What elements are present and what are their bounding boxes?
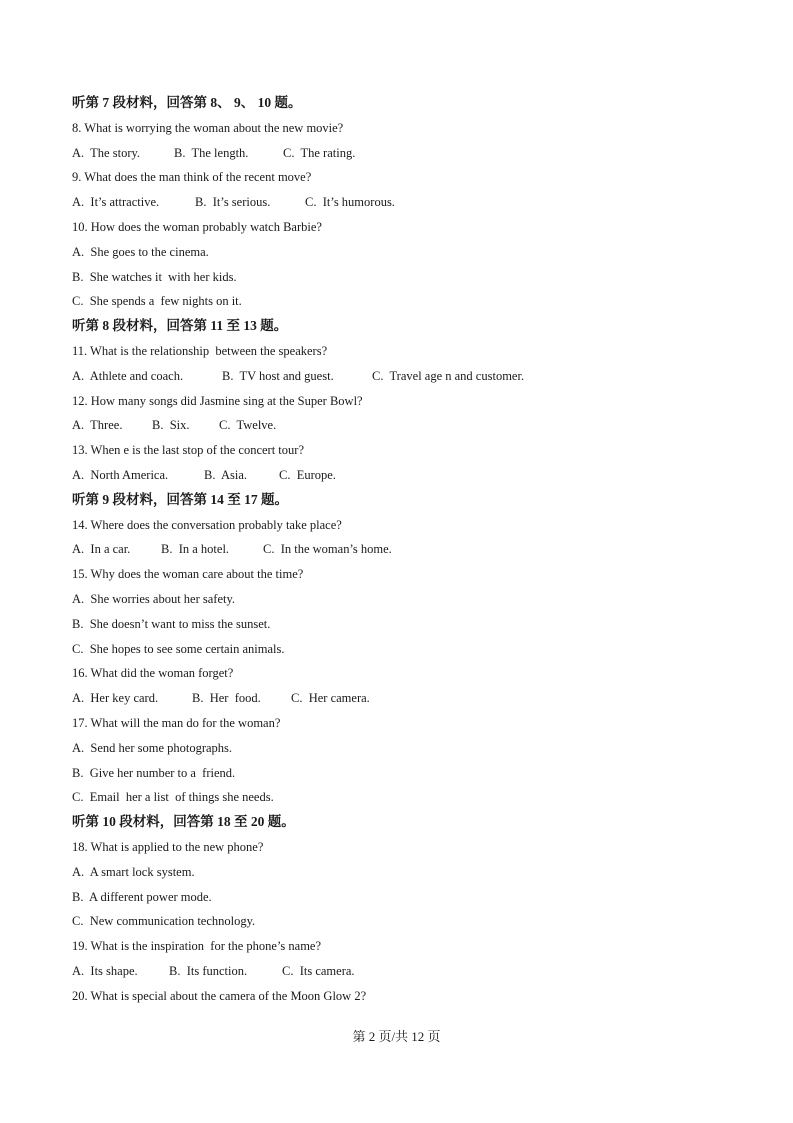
option-b[interactable]: B. Her food.	[192, 691, 261, 706]
option-b[interactable]: B. TV host and guest.	[222, 368, 334, 383]
question-text: 20. What is special about the camera of the Moon Glow 2?	[72, 988, 367, 1003]
option-c[interactable]: C. Travel age n and customer.	[372, 368, 525, 383]
question-text: 16. What did the woman forget?	[72, 666, 234, 681]
option-c[interactable]: C. New communication technology.	[72, 914, 256, 929]
question-text: 18. What is applied to the new phone?	[72, 839, 264, 854]
section-heading: 听第 8 段材料，回答第 11 至 13 题。	[72, 318, 288, 334]
option-b[interactable]: B. Asia.	[204, 467, 248, 482]
option-b[interactable]: B. It’s serious.	[195, 195, 271, 210]
option-a[interactable]: A. She worries about her safety.	[72, 591, 236, 606]
option-a[interactable]: A. In a car.	[72, 542, 131, 557]
option-c[interactable]: C. She hopes to see some certain animals.	[72, 641, 285, 656]
option-a[interactable]: A. North America.	[72, 467, 169, 482]
question-text: 11. What is the relationship between the speakers?	[72, 343, 328, 358]
option-a[interactable]: A. The story.	[72, 145, 141, 160]
option-b[interactable]: B. She doesn’t want to miss the sunset.	[72, 616, 271, 631]
option-a[interactable]: A. Its shape.	[72, 963, 138, 978]
option-c[interactable]: C. Email her a list of things she needs.	[72, 790, 274, 805]
option-a[interactable]: A. A smart lock system.	[72, 864, 195, 879]
option-a[interactable]: A. Three.	[72, 418, 123, 433]
question-text: 9. What does the man think of the recent move?	[72, 170, 312, 185]
option-b[interactable]: B. Its function.	[169, 963, 248, 978]
question-text: 15. Why does the woman care about the time?	[72, 567, 304, 582]
question-text: 10. How does the woman probably watch Barbie?	[72, 219, 322, 234]
option-c[interactable]: C. Twelve.	[219, 418, 277, 433]
option-c[interactable]: C. Europe.	[279, 467, 336, 482]
option-c[interactable]: C. It’s humorous.	[305, 195, 395, 210]
options-row	[72, 959, 752, 984]
question-text: 13. When e is the last stop of the concert tour?	[72, 443, 304, 458]
option-b[interactable]: B. Give her number to a friend.	[72, 765, 236, 780]
option-b[interactable]: B. A different power mode.	[72, 889, 212, 904]
section-heading: 听第 7 段材料，回答第 8、 9、 10 题。	[72, 95, 302, 110]
section-heading: 听第 9 段材料，回答第 14 至 17 题。	[72, 491, 288, 507]
option-c[interactable]: C. She spends a few nights on it.	[72, 294, 242, 309]
option-a[interactable]: A. She goes to the cinema.	[72, 244, 209, 259]
option-b[interactable]: B. Six.	[152, 418, 190, 433]
options-row	[72, 463, 752, 488]
options-row	[72, 686, 752, 711]
option-c[interactable]: C. The rating.	[283, 145, 356, 160]
question-text: 17. What will the man do for the woman?	[72, 715, 281, 730]
option-b[interactable]: B. In a hotel.	[161, 542, 230, 557]
question-text: 8. What is worrying the woman about the new movie?	[72, 120, 344, 135]
option-c[interactable]: C. Its camera.	[282, 963, 355, 978]
option-a[interactable]: A. Athlete and coach.	[72, 368, 184, 383]
options-row	[72, 364, 752, 389]
option-b[interactable]: B. She watches it with her kids.	[72, 269, 237, 284]
option-c[interactable]: C. In the woman’s home.	[263, 542, 392, 557]
exam-page	[72, 91, 752, 1008]
option-c[interactable]: C. Her camera.	[291, 691, 370, 706]
options-row	[72, 537, 752, 562]
options-row	[72, 190, 752, 215]
option-a[interactable]: A. It’s attractive.	[72, 195, 160, 210]
options-row	[72, 413, 752, 438]
question-text: 19. What is the inspiration for the phone’s name?	[72, 939, 322, 954]
question-text: 14. Where does the conversation probably take place?	[72, 517, 342, 532]
question-text: 12. How many songs did Jasmine sing at the Super Bowl?	[72, 393, 363, 408]
option-b[interactable]: B. The length.	[174, 145, 249, 160]
section-heading: 听第 10 段材料，回答第 18 至 20 题。	[72, 814, 295, 830]
options-row	[72, 141, 752, 166]
option-a[interactable]: A. Her key card.	[72, 691, 159, 706]
option-a[interactable]: A. Send her some photographs.	[72, 740, 233, 755]
page-footer: 第 2 页/共 12 页	[352, 1029, 441, 1044]
